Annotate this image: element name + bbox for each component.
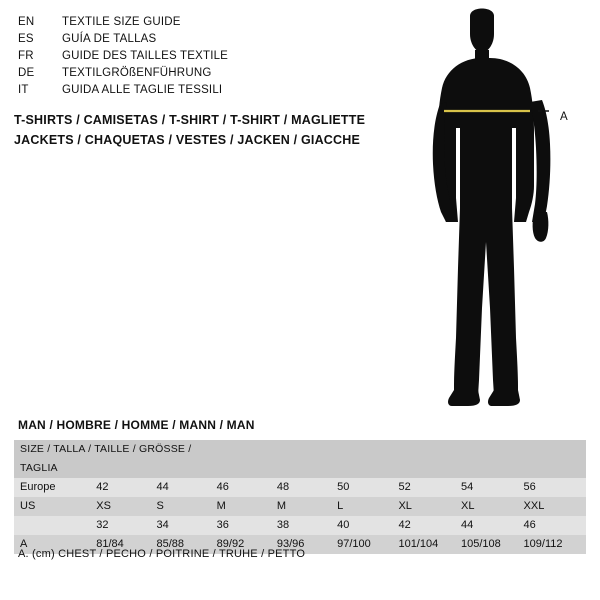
legend-code: ES — [18, 33, 34, 45]
language-legend — [18, 16, 418, 101]
legend-text: TEXTILGRÖßENFÜHRUNG — [62, 67, 212, 79]
table-title: MAN / HOMBRE / HOMME / MANN / MAN — [18, 418, 255, 432]
footnote: A. (cm) CHEST / PECHO / POITRINE / TRUHE / PETTO — [18, 548, 306, 560]
legend-text: GUIDE DES TAILLES TEXTILE — [62, 50, 229, 62]
category-line-tshirts: T-SHIRTS / CAMISETAS / T-SHIRT / T-SHIRT / MAGLIETTE — [14, 113, 366, 127]
legend-code: FR — [18, 50, 34, 62]
cell: 42 — [96, 478, 156, 497]
legend-code: EN — [18, 16, 35, 28]
cell: 38 — [277, 516, 337, 535]
cell: 54 — [461, 478, 524, 497]
silhouette-icon — [400, 8, 600, 408]
cell: L — [337, 497, 398, 516]
table-row — [14, 478, 586, 497]
cell: XXL — [524, 497, 586, 516]
cell: 44 — [156, 478, 216, 497]
legend-text: GUÍA DE TALLAS — [62, 33, 157, 45]
legend-row — [18, 67, 418, 84]
table-header-row — [14, 440, 586, 478]
cell: 56 — [524, 478, 586, 497]
size-table — [14, 440, 586, 554]
cell: 52 — [398, 478, 461, 497]
cell: 46 — [217, 478, 277, 497]
cell: M — [277, 497, 337, 516]
category-headings — [14, 110, 434, 150]
legend-row — [18, 50, 418, 67]
cell: 40 — [337, 516, 398, 535]
table-header-label: SIZE / TALLA / TAILLE / GRÖSSE / TAGLIA — [14, 440, 217, 478]
row-label: A — [14, 535, 96, 554]
cell: 81/84 — [96, 535, 156, 554]
cell: 109/112 — [524, 535, 586, 554]
legend-text: TEXTILE SIZE GUIDE — [62, 16, 181, 28]
cell: 105/108 — [461, 535, 524, 554]
legend-code: DE — [18, 67, 35, 79]
cell: 50 — [337, 478, 398, 497]
measure-label-a: A — [560, 111, 569, 123]
cell: 101/104 — [398, 535, 461, 554]
male-silhouette-figure — [400, 8, 600, 408]
cell: 36 — [217, 516, 277, 535]
cell: XL — [461, 497, 524, 516]
cell: XS — [96, 497, 156, 516]
cell: 32 — [96, 516, 156, 535]
legend-text: GUIDA ALLE TAGLIE TESSILI — [62, 84, 223, 96]
legend-code: IT — [18, 84, 29, 96]
cell: 89/92 — [217, 535, 277, 554]
row-label: Europe — [14, 478, 96, 497]
cell: 44 — [461, 516, 524, 535]
legend-row — [18, 33, 418, 50]
table-row — [14, 516, 586, 535]
cell: 42 — [398, 516, 461, 535]
row-label — [14, 516, 96, 535]
cell: 48 — [277, 478, 337, 497]
cell: S — [156, 497, 216, 516]
cell: M — [217, 497, 277, 516]
cell: 46 — [524, 516, 586, 535]
cell: 34 — [156, 516, 216, 535]
cell: 97/100 — [337, 535, 398, 554]
category-line-jackets: JACKETS / CHAQUETAS / VESTES / JACKEN / GIACCHE — [14, 133, 361, 147]
legend-row — [18, 16, 418, 33]
cell: 93/96 — [277, 535, 337, 554]
table-row — [14, 497, 586, 516]
row-label: US — [14, 497, 96, 516]
cell: 85/88 — [156, 535, 216, 554]
legend-row — [18, 84, 418, 101]
cell: XL — [398, 497, 461, 516]
